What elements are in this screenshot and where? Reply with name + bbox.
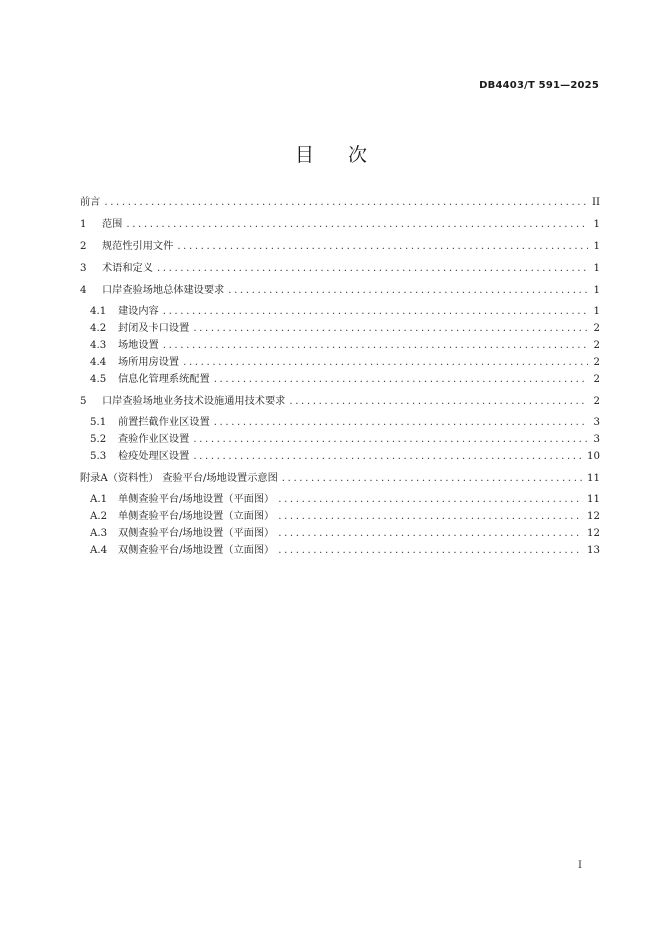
toc-entry-5-3[interactable]	[90, 449, 600, 465]
toc-leader-dots	[278, 509, 583, 525]
toc-entry-number: 4.5	[90, 374, 107, 385]
toc-entry-5-2[interactable]	[90, 432, 600, 448]
toc-entry-section-5[interactable]	[80, 394, 600, 410]
toc-entry-page: 2	[593, 374, 600, 385]
toc-entry-number: 5.2	[90, 434, 107, 445]
toc-entry-number: 5.1	[90, 417, 107, 428]
toc-entry-number: 3	[80, 263, 87, 274]
toc-entry-page: 3	[593, 417, 600, 428]
toc-entry-page: 2	[593, 357, 600, 368]
toc-entry-page: 10	[587, 451, 600, 462]
toc-entry-4-1[interactable]	[90, 304, 600, 320]
toc-entry-label: 封闭及卡口设置	[118, 323, 190, 334]
toc-leader-dots	[228, 283, 588, 299]
toc-entry-page: 1	[593, 219, 600, 230]
toc-leader-dots	[282, 471, 583, 487]
toc-entry-page: 2	[593, 323, 600, 334]
toc-entry-appendix-a[interactable]	[80, 471, 600, 487]
toc-entry-label: 范围	[102, 219, 123, 230]
toc-entry-label: 单侧查验平台/场地设置（立面图）	[118, 511, 275, 522]
toc-entry-label: 口岸查验场地总体建设要求	[102, 285, 225, 296]
toc-entry-number: 4.1	[90, 306, 107, 317]
toc-entry-4-3[interactable]	[90, 338, 600, 354]
toc-leader-dots	[278, 492, 583, 508]
toc-leader-dots	[183, 355, 588, 371]
toc-entry-label: 双侧查验平台/场地设置（立面图）	[118, 545, 275, 556]
toc-entry-page: 2	[593, 396, 600, 407]
toc-entry-5-1[interactable]	[90, 415, 600, 431]
toc-entry-a-2[interactable]	[90, 509, 600, 525]
toc-entry-a-3[interactable]	[90, 526, 600, 542]
toc-entry-4-5[interactable]	[90, 372, 600, 388]
toc-entry-number: 4	[80, 285, 87, 296]
document-code: DB4403/T 591—2025	[479, 80, 599, 91]
toc-leader-dots	[126, 217, 588, 233]
toc-leader-dots	[214, 415, 588, 431]
toc-entry-page: 11	[587, 494, 600, 505]
toc-entry-a-4[interactable]	[90, 543, 600, 559]
toc-entry-page: 1	[593, 306, 600, 317]
toc-entry-page: 12	[587, 528, 600, 539]
toc-entry-terms[interactable]	[80, 261, 600, 277]
toc-entry-number: 附录A（资料性）	[80, 473, 159, 484]
toc-entry-section-4[interactable]	[80, 283, 600, 299]
toc-leader-dots	[289, 394, 588, 410]
toc-entry-a-1[interactable]	[90, 492, 600, 508]
toc-entry-number: 2	[80, 241, 87, 252]
toc-entry-label: 建设内容	[118, 306, 159, 317]
toc-entry-page: 13	[587, 545, 600, 556]
toc-leader-dots	[157, 261, 588, 277]
toc-entry-number: 5	[80, 396, 87, 407]
toc-entry-label: 查验作业区设置	[118, 434, 190, 445]
toc-entry-number: 5.3	[90, 451, 107, 462]
toc-entry-label: 场所用房设置	[118, 357, 180, 368]
toc-entry-label: 双侧查验平台/场地设置（平面图）	[118, 528, 275, 539]
toc-entry-label: 规范性引用文件	[102, 241, 174, 252]
toc-entry-scope[interactable]	[80, 217, 600, 233]
toc-entry-number: 4.3	[90, 340, 107, 351]
toc-entry-label: 信息化管理系统配置	[118, 374, 210, 385]
toc-leader-dots	[278, 526, 583, 542]
toc-entry-page: 11	[587, 473, 600, 484]
toc-entry-page: 2	[593, 340, 600, 351]
toc-leader-dots	[104, 195, 588, 211]
toc-entry-number: A.4	[90, 545, 108, 556]
toc-entry-number: A.1	[90, 494, 108, 505]
toc-entry-foreword[interactable]	[80, 195, 600, 211]
toc-leader-dots	[193, 449, 583, 465]
toc-entry-normative-references[interactable]	[80, 239, 600, 255]
toc-leader-dots	[193, 321, 588, 337]
toc-entry-number: 1	[80, 219, 87, 230]
toc-entry-number: 4.4	[90, 357, 107, 368]
toc-entry-4-4[interactable]	[90, 355, 600, 371]
page-number: I	[578, 860, 582, 871]
toc-leader-dots	[163, 338, 588, 354]
toc-entry-label: 单侧查验平台/场地设置（平面图）	[118, 494, 275, 505]
toc-leader-dots	[214, 372, 588, 388]
toc-entry-4-2[interactable]	[90, 321, 600, 337]
toc-entry-page: II	[591, 197, 600, 208]
toc-entry-number: A.3	[90, 528, 108, 539]
toc-entry-label: 检疫处理区设置	[118, 451, 190, 462]
toc-entry-label: 场地设置	[118, 340, 159, 351]
toc-entry-page: 1	[593, 241, 600, 252]
toc-entry-number: 4.2	[90, 323, 107, 334]
toc-entry-label: 前言	[80, 197, 101, 208]
toc-entry-page: 12	[587, 511, 600, 522]
toc-entry-page: 3	[593, 434, 600, 445]
toc-entry-page: 1	[593, 285, 600, 296]
toc-leader-dots	[278, 543, 583, 559]
toc-entry-label: 查验平台/场地设置示意图	[162, 473, 278, 484]
toc-leader-dots	[177, 239, 588, 255]
toc-leader-dots	[193, 432, 588, 448]
page-title: 目次	[294, 144, 401, 166]
toc-entry-label: 术语和定义	[102, 263, 153, 274]
toc-entry-label: 口岸查验场地业务技术设施通用技术要求	[102, 396, 286, 407]
toc-entry-number: A.2	[90, 511, 108, 522]
toc-leader-dots	[163, 304, 588, 320]
toc-entry-label: 前置拦截作业区设置	[118, 417, 210, 428]
toc-entry-page: 1	[593, 263, 600, 274]
